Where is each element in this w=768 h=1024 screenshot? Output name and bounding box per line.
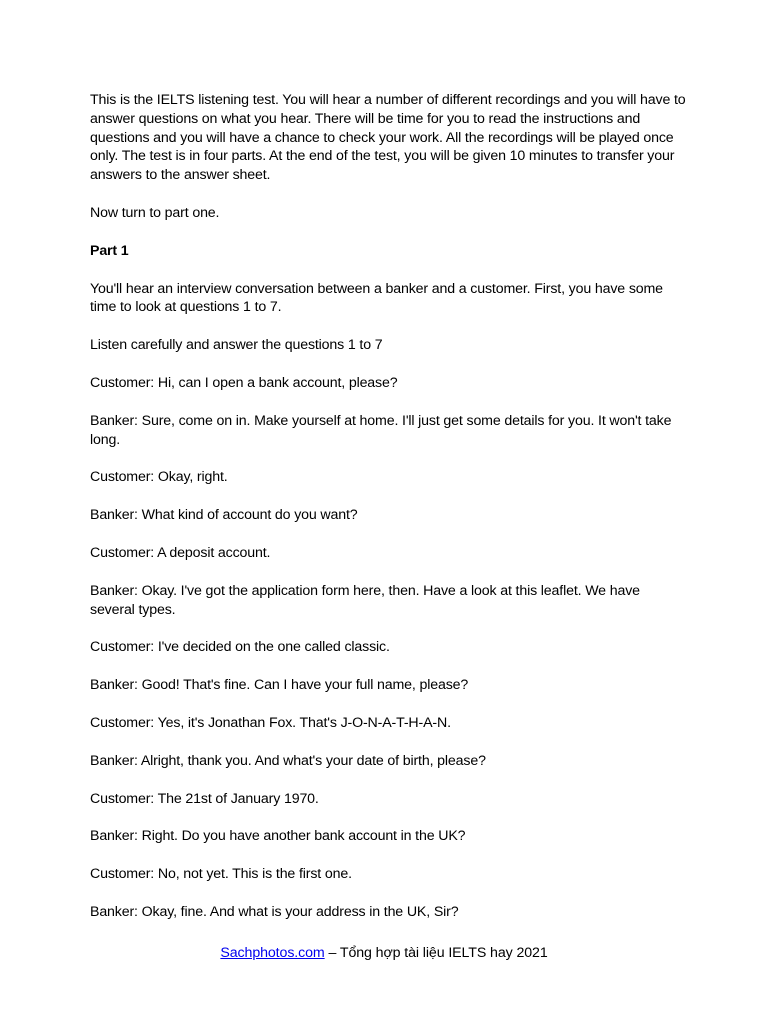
paragraph: Banker: Good! That's fine. Can I have your full name, please? bbox=[90, 677, 469, 694]
paragraph: Customer: A deposit account. bbox=[90, 544, 271, 561]
paragraph: Customer: Yes, it's Jonathan Fox. That's J-O-N-A-T-H-A-N. bbox=[90, 714, 451, 731]
paragraph: Banker: Okay, fine. And what is your address in the UK, Sir? bbox=[90, 903, 459, 920]
paragraph: This is the IELTS listening test. You will hear a number of different recordings and you will have to answer questions on what you hear. There will be time for you to read the instructions and questions and you will have a chance to check your work. All the recordings will be played once only. The test is in four parts. At the end of the test, you will be given 10 minutes to transfer your answers to the answer sheet. bbox=[90, 92, 686, 184]
paragraph: Banker: Okay. I've got the application form here, then. Have a look at this leaflet. We have several types. bbox=[90, 582, 640, 618]
footer-link[interactable]: Sachphotos.com bbox=[220, 945, 325, 961]
paragraph: You'll hear an interview conversation between a banker and a customer. First, you have some time to look at questions 1 to 7. bbox=[90, 280, 663, 316]
paragraph: Now turn to part one. bbox=[90, 204, 220, 221]
paragraph: Customer: Okay, right. bbox=[90, 469, 228, 486]
paragraph: Customer: No, not yet. This is the first one. bbox=[90, 866, 352, 883]
section-heading: Part 1 bbox=[90, 242, 129, 259]
paragraph: Customer: The 21st of January 1970. bbox=[90, 790, 319, 807]
document-body bbox=[90, 91, 686, 941]
paragraph: Banker: Alright, thank you. And what's your date of birth, please? bbox=[90, 752, 486, 769]
paragraph: Banker: Right. Do you have another bank account in the UK? bbox=[90, 828, 466, 845]
paragraph: Customer: Hi, can I open a bank account, please? bbox=[90, 374, 398, 391]
paragraph: Banker: Sure, come on in. Make yourself at home. I'll just get some details for you. It won't take long. bbox=[90, 412, 672, 448]
footer-caption: – Tổng hợp tài liệu IELTS hay 2021 bbox=[324, 945, 548, 961]
paragraph: Banker: What kind of account do you want? bbox=[90, 507, 358, 524]
paragraph: Listen carefully and answer the questions 1 to 7 bbox=[90, 337, 383, 354]
page-footer bbox=[0, 944, 768, 962]
paragraph: Customer: I've decided on the one called classic. bbox=[90, 639, 390, 656]
